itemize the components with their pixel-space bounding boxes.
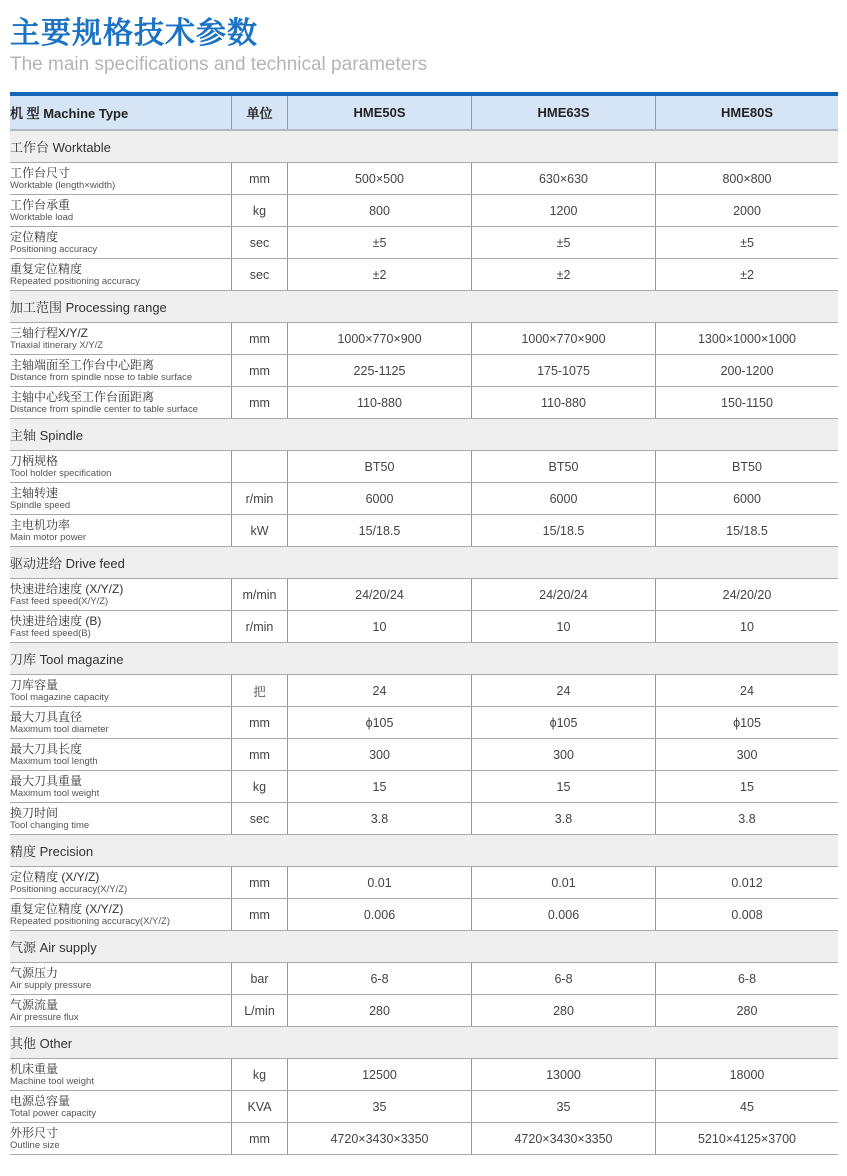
value-hme63s: ±2 xyxy=(472,259,656,290)
param-name-zh: 最大刀具长度 xyxy=(10,742,83,756)
value-hme50s: 300 xyxy=(288,739,472,770)
value-hme80s: ϕ105 xyxy=(733,715,761,730)
value-hme50s: 110-880 xyxy=(288,387,472,418)
param-name-zh: 定位精度 xyxy=(10,230,59,244)
param-name-zh: 重复定位精度 xyxy=(10,262,83,276)
table-row xyxy=(10,195,838,227)
section-header-row xyxy=(10,931,838,963)
param-name-en: Fast feed speed(B) xyxy=(10,628,91,639)
param-name-en: Maximum tool length xyxy=(10,756,98,767)
value-hme80s: 5210×4125×3700 xyxy=(697,1131,797,1146)
param-label-cell xyxy=(10,1091,232,1122)
unit-cell: L/min xyxy=(232,995,288,1026)
value-hme50s: 15 xyxy=(288,771,472,802)
section-title: 驱动进给 Drive feed xyxy=(10,556,125,571)
unit-cell: mm xyxy=(232,163,288,194)
section-title: 气源 Air supply xyxy=(10,940,97,955)
unit-cell: mm xyxy=(232,387,288,418)
value-hme50s: 280 xyxy=(288,995,472,1026)
param-name-zh: 主电机功率 xyxy=(10,518,71,532)
value-hme63s: 24/20/24 xyxy=(472,579,656,610)
param-name-zh: 主轴转速 xyxy=(10,486,59,500)
param-name-en: Maximum tool diameter xyxy=(10,724,109,735)
value-hme80s: 0.012 xyxy=(731,875,763,890)
param-label-cell xyxy=(10,323,232,354)
param-label-cell xyxy=(10,963,232,994)
table-row xyxy=(10,579,838,611)
value-hme63s: BT50 xyxy=(472,451,656,482)
value-hme50s: 0.01 xyxy=(288,867,472,898)
section-header-row xyxy=(10,643,838,675)
section-header-row xyxy=(10,291,838,323)
param-name-zh: 刀库容量 xyxy=(10,678,59,692)
value-hme80s: 800×800 xyxy=(722,171,772,186)
table-row xyxy=(10,899,838,931)
value-hme50s: 10 xyxy=(288,611,472,642)
value-hme63s: 24 xyxy=(472,675,656,706)
unit-cell: r/min xyxy=(232,483,288,514)
param-label-cell xyxy=(10,515,232,546)
value-hme80s: 200-1200 xyxy=(720,363,774,378)
table-row xyxy=(10,323,838,355)
page-subtitle: The main specifications and technical parameters xyxy=(10,54,428,75)
unit-cell: bar xyxy=(232,963,288,994)
table-row xyxy=(10,259,838,291)
value-hme63s: 6-8 xyxy=(472,963,656,994)
value-hme63s: 175-1075 xyxy=(472,355,656,386)
param-name-en: Outline size xyxy=(10,1140,60,1151)
unit-cell xyxy=(232,451,288,482)
param-label-cell xyxy=(10,451,232,482)
param-name-zh: 气源流量 xyxy=(10,998,59,1012)
unit-cell: mm xyxy=(232,867,288,898)
value-hme80s: 24/20/20 xyxy=(722,587,772,602)
unit-cell: KVA xyxy=(232,1091,288,1122)
value-hme50s: 0.006 xyxy=(288,899,472,930)
param-name-en: Positioning accuracy xyxy=(10,244,98,255)
param-label-cell xyxy=(10,387,232,418)
param-name-en: Repeated positioning accuracy xyxy=(10,276,140,287)
table-row xyxy=(10,995,838,1027)
param-name-en: Spindle speed xyxy=(10,500,71,511)
unit-cell: sec xyxy=(232,227,288,258)
value-hme80s: 18000 xyxy=(729,1067,765,1082)
param-label-cell xyxy=(10,739,232,770)
value-hme63s: 1200 xyxy=(472,195,656,226)
param-label-cell xyxy=(10,611,232,642)
param-name-en: Positioning accuracy(X/Y/Z) xyxy=(10,884,128,895)
param-name-zh: 重复定位精度 (X/Y/Z) xyxy=(10,902,124,916)
unit-cell: kg xyxy=(232,195,288,226)
value-hme80s: 15 xyxy=(740,779,754,794)
unit-cell: mm xyxy=(232,355,288,386)
section-header-row xyxy=(10,419,838,451)
param-name-en: Machine tool weight xyxy=(10,1076,94,1087)
param-name-zh: 工作台尺寸 xyxy=(10,166,71,180)
section-header-row xyxy=(10,1027,838,1059)
param-label-cell xyxy=(10,163,232,194)
unit-cell: mm xyxy=(232,739,288,770)
param-name-en: Triaxial itinerary X/Y/Z xyxy=(10,340,104,351)
value-hme63s: 4720×3430×3350 xyxy=(472,1123,656,1154)
unit-cell: kW xyxy=(232,515,288,546)
value-hme63s: 15/18.5 xyxy=(472,515,656,546)
value-hme80s: 0.008 xyxy=(731,907,763,922)
unit-cell: mm xyxy=(232,707,288,738)
table-header-row xyxy=(10,96,838,131)
param-label-cell xyxy=(10,995,232,1026)
param-name-zh: 电源总容量 xyxy=(10,1094,71,1108)
param-name-en: Tool holder specification xyxy=(10,468,112,479)
param-name-en: Distance from spindle nose to table surface xyxy=(10,372,193,383)
header-unit: 单位 xyxy=(232,96,288,129)
value-hme63s: ±5 xyxy=(472,227,656,258)
table-row xyxy=(10,1091,838,1123)
param-label-cell xyxy=(10,227,232,258)
section-header-row xyxy=(10,835,838,867)
param-name-zh: 主轴端面至工作台中心距离 xyxy=(10,358,155,372)
value-hme50s: 1000×770×900 xyxy=(288,323,472,354)
value-hme80s: 6000 xyxy=(733,491,761,506)
value-hme63s: ϕ105 xyxy=(472,707,656,738)
table-row xyxy=(10,483,838,515)
param-name-zh: 最大刀具直径 xyxy=(10,710,83,724)
table-row xyxy=(10,739,838,771)
value-hme63s: 13000 xyxy=(472,1059,656,1090)
unit-cell: sec xyxy=(232,259,288,290)
param-name-zh: 定位精度 (X/Y/Z) xyxy=(10,870,100,884)
table-row xyxy=(10,387,838,419)
value-hme63s: 15 xyxy=(472,771,656,802)
unit-cell: 把 xyxy=(232,675,288,706)
value-hme50s: 24/20/24 xyxy=(288,579,472,610)
param-label-cell xyxy=(10,1123,232,1154)
unit-cell: m/min xyxy=(232,579,288,610)
value-hme50s: 24 xyxy=(288,675,472,706)
unit-cell: mm xyxy=(232,899,288,930)
param-label-cell xyxy=(10,1059,232,1090)
value-hme50s: 800 xyxy=(288,195,472,226)
value-hme80s: 280 xyxy=(736,1003,758,1018)
value-hme63s: 10 xyxy=(472,611,656,642)
param-label-cell xyxy=(10,259,232,290)
value-hme63s: 35 xyxy=(472,1091,656,1122)
value-hme63s: 1000×770×900 xyxy=(472,323,656,354)
unit-cell: kg xyxy=(232,771,288,802)
value-hme63s: 0.006 xyxy=(472,899,656,930)
param-name-en: Distance from spindle center to table surface xyxy=(10,404,198,415)
value-hme80s: 10 xyxy=(740,619,754,634)
table-row xyxy=(10,867,838,899)
table-row xyxy=(10,515,838,547)
page-title: 主要规格技术参数 xyxy=(10,16,258,51)
table-row xyxy=(10,675,838,707)
param-name-en: Air pressure flux xyxy=(10,1012,79,1023)
header-model-hme63s: HME63S xyxy=(472,96,656,129)
param-name-zh: 换刀时间 xyxy=(10,806,59,820)
value-hme80s: ±2 xyxy=(740,267,754,282)
value-hme50s: ±5 xyxy=(288,227,472,258)
param-name-en: Repeated positioning accuracy(X/Y/Z) xyxy=(10,916,170,927)
param-name-zh: 主轴中心线至工作台面距离 xyxy=(10,390,155,404)
unit-cell: r/min xyxy=(232,611,288,642)
value-hme50s: 4720×3430×3350 xyxy=(288,1123,472,1154)
value-hme50s: ϕ105 xyxy=(288,707,472,738)
table-row xyxy=(10,163,838,195)
table-row xyxy=(10,611,838,643)
unit-cell: mm xyxy=(232,1123,288,1154)
header-machine-type: 机 型 Machine Type xyxy=(10,96,232,129)
param-label-cell xyxy=(10,899,232,930)
table-body xyxy=(10,131,838,1155)
param-name-en: Fast feed speed(X/Y/Z) xyxy=(10,596,109,607)
param-name-zh: 快速进给速度 (X/Y/Z) xyxy=(10,582,124,596)
table-row xyxy=(10,963,838,995)
table-row xyxy=(10,803,838,835)
param-name-en: Tool changing time xyxy=(10,820,90,831)
table-row xyxy=(10,1123,838,1155)
section-title: 主轴 Spindle xyxy=(10,428,83,443)
value-hme80s: 15/18.5 xyxy=(726,523,768,538)
value-hme50s: 225-1125 xyxy=(288,355,472,386)
param-name-en: Air supply pressure xyxy=(10,980,92,991)
value-hme63s: 3.8 xyxy=(472,803,656,834)
param-name-en: Main motor power xyxy=(10,532,87,543)
value-hme50s: 3.8 xyxy=(288,803,472,834)
spec-table xyxy=(10,92,838,1155)
param-name-zh: 刀柄规格 xyxy=(10,454,59,468)
param-name-zh: 气源压力 xyxy=(10,966,59,980)
value-hme63s: 280 xyxy=(472,995,656,1026)
param-name-en: Maximum tool weight xyxy=(10,788,100,799)
value-hme80s: 3.8 xyxy=(738,811,756,826)
section-title: 工作台 Worktable xyxy=(10,140,111,155)
value-hme63s: 6000 xyxy=(472,483,656,514)
param-name-zh: 最大刀具重量 xyxy=(10,774,83,788)
value-hme80s: 2000 xyxy=(733,203,761,218)
unit-cell: kg xyxy=(232,1059,288,1090)
unit-cell: sec xyxy=(232,803,288,834)
param-name-zh: 工作台承重 xyxy=(10,198,71,212)
value-hme50s: BT50 xyxy=(288,451,472,482)
param-label-cell xyxy=(10,707,232,738)
param-label-cell xyxy=(10,483,232,514)
param-label-cell xyxy=(10,803,232,834)
value-hme80s: 1300×1000×1000 xyxy=(697,331,797,346)
value-hme50s: 12500 xyxy=(288,1059,472,1090)
section-title: 精度 Precision xyxy=(10,844,94,859)
value-hme80s: 45 xyxy=(740,1099,754,1114)
param-label-cell xyxy=(10,579,232,610)
table-row xyxy=(10,707,838,739)
header-model-hme80s: HME80S xyxy=(720,105,774,120)
param-label-cell xyxy=(10,195,232,226)
section-title: 刀库 Tool magazine xyxy=(10,652,124,667)
value-hme80s: 24 xyxy=(740,683,754,698)
value-hme80s: 150-1150 xyxy=(721,395,773,410)
value-hme50s: 6000 xyxy=(288,483,472,514)
table-row xyxy=(10,451,838,483)
param-label-cell xyxy=(10,771,232,802)
value-hme80s: ±5 xyxy=(740,235,754,250)
value-hme50s: 500×500 xyxy=(288,163,472,194)
param-name-en: Tool magazine capacity xyxy=(10,692,109,703)
param-name-zh: 快速进给速度 (B) xyxy=(10,614,102,628)
value-hme50s: 35 xyxy=(288,1091,472,1122)
section-header-row xyxy=(10,131,838,163)
param-label-cell xyxy=(10,675,232,706)
section-header-row xyxy=(10,547,838,579)
header-model-hme50s: HME50S xyxy=(288,96,472,129)
value-hme63s: 630×630 xyxy=(472,163,656,194)
section-title: 其他 Other xyxy=(10,1036,73,1051)
param-name-en: Worktable load xyxy=(10,212,74,223)
value-hme63s: 300 xyxy=(472,739,656,770)
value-hme50s: 6-8 xyxy=(288,963,472,994)
value-hme63s: 0.01 xyxy=(472,867,656,898)
value-hme80s: 6-8 xyxy=(737,971,757,986)
value-hme63s: 110-880 xyxy=(472,387,656,418)
param-name-en: Total power capacity xyxy=(10,1108,97,1119)
param-name-en: Worktable (length×width) xyxy=(10,180,116,191)
param-name-zh: 三轴行程X/Y/Z xyxy=(10,326,89,340)
value-hme50s: 15/18.5 xyxy=(288,515,472,546)
table-row xyxy=(10,227,838,259)
table-row xyxy=(10,1059,838,1091)
table-row xyxy=(10,355,838,387)
table-row xyxy=(10,771,838,803)
value-hme80s: 300 xyxy=(736,747,758,762)
value-hme80s: BT50 xyxy=(732,459,762,474)
param-name-zh: 机床重量 xyxy=(10,1062,59,1076)
section-title: 加工范围 Processing range xyxy=(10,300,167,315)
value-hme50s: ±2 xyxy=(288,259,472,290)
param-name-zh: 外形尺寸 xyxy=(10,1126,59,1140)
param-label-cell xyxy=(10,355,232,386)
unit-cell: mm xyxy=(232,323,288,354)
param-label-cell xyxy=(10,867,232,898)
